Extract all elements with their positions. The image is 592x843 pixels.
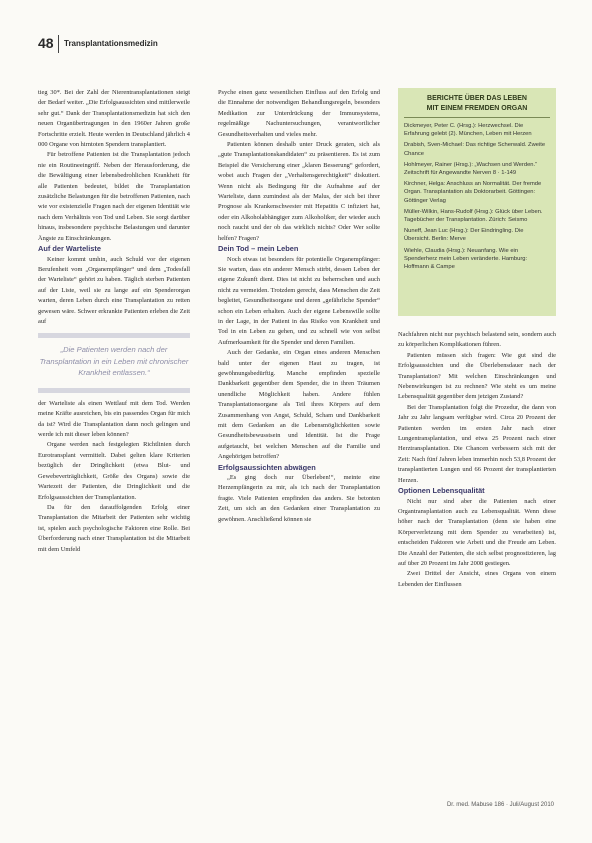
paragraph: „Es ging doch nur Überleben!“, meinte eine Herzempfängerin zu mir, als ich nach der Transplantation fragte. Viele Patienten empfinden das anders. Sie betonten Zeit, um sich an den Gedanken einer Transplantation zu gewöhnen. Anschließend können sie bbox=[218, 474, 380, 523]
paragraph: Noch etwas ist besonders für potentielle Organempfänger: Sie warten, dass ein anderer Mensch stirbt, dessen Leben der eigene Zukunft dient. Dies ist nicht zu beherrschen und auch nicht zu vermeiden. Trotzdem gerecht, dass Menschen die Zeit begleitet, Gesundheitsorgane und deren „gefährliche Spender“ schon ein Leben erhalten. Auch der eigene Lebenswille sollte in der Lage, in der Patient in das Risiko von Krankheit und Tod in ein Leben zu gehen, und zu schnell wie von selbst Aufmerksamkeit für die Spender und deren Familien. bbox=[218, 255, 380, 346]
column-1 bbox=[38, 88, 190, 788]
literature-item: Drabish, Sven-Michael: Das richtige Scherwald. Zweite Chance bbox=[404, 142, 546, 157]
paragraph: Da für den darauffolgenden Erfolg einer Transplantation die Mitarbeit der Patienten sehr wichtig ist, spielen auch psychologische Faktoren eine Rolle. Bei Überforderung nach einer Transplantation ist die Mitarbeit mit dem Umfeld bbox=[38, 503, 190, 553]
paragraph: Keiner kommt umhin, auch Schuld vor der eigenen Berufenheit vom „Organempfänger“ und dem „Todesfall der Warteliste“ gehört zu haben. Täglich sterben Patienten auf der Liste, weil sie zu lange auf ein Spenderorgan warten, deren Leben durch eine Transplantation zu retten gewesen wäre. Schwer erkrankte Patienten erleben die Zeit auf bbox=[38, 255, 190, 325]
paragraph: Bei der Transplantation folgt die Prozedur, die dann von Jahr zu Jahr langsam verfügbar wird. Circa 20 Prozent der Patienten werden im ersten Jahr nach einer Lungentransplantation, und etwa 25 Prozent nach einer Herztransplantation. Die Chancen verbessern sich mit der Zeit: Nach fünf Jahren leben immerhin noch 53,8 Prozent der transplantierten Lungen und 66 Prozent der transplantierten Herzen. bbox=[398, 403, 556, 484]
literature-item: Kirchner, Helga: Anschluss an Normalität. Der fremde Organ. Transplantation als Doktorarbeit. Göttingen: Göttinger Verlag bbox=[404, 181, 542, 204]
paragraph: Nachfahren nicht nur psychisch belastend sein, sondern auch zu körperlichen Komplikationen führen. bbox=[398, 331, 556, 349]
paragraph: Psyche einen ganz wesentlichen Einfluss auf den Erfolg und die Einnahme der notwendigen Behandlungsregeln, besonders Medikation zur Unterdrückung der Immunsystems, regelmäßige Nachuntersuchungen, verantwortlicher Gesundheitsverhalten und vieles mehr. bbox=[218, 89, 380, 138]
literature-item: Nuneff, Jean Luc (Hrsg.): Der Eindringling. Die Übersicht. Berlin: Merve bbox=[404, 228, 524, 243]
section-heading: Dein Tod – mein Leben bbox=[218, 244, 299, 254]
literature-box bbox=[398, 88, 556, 316]
page-number: 48 bbox=[38, 35, 54, 51]
literature-item: Hohlmeyer, Rainer (Hrsg.): „Wachsen und Werden.“ Zeitschrift für Angewandte Nerven 8 · 1-149 bbox=[404, 161, 538, 177]
paragraph: Zwei Drittel der Ansicht, eines Organs von einem Lebenden der Einflussen bbox=[398, 570, 556, 588]
paragraph: Für betroffene Patienten ist die Transplantation jedoch nie ein Routineeingriff. Neben der Herausforderung, die die Bewältigung einer lebensbedrohlichen Krankheit für alle Patienten bedeutet, bildet die Transplantation zusätzliche Belastungen für die betroffenen Patienten, nach wie vor existenzielle Fragen nach der eigenen Identität wie nach dem Verhältnis von Tod und Leben. Sie sorgt darüber hinaus, insbesondere psychische Belastungen und darunter Ängste zu Einschränkungen. bbox=[38, 151, 190, 242]
paragraph: Organe werden nach festgelegten Richtlinien durch Eurotransplant vermittelt. Dabei gelten klare Kriterien bezüglich der Dringlichkeit (etwa Blut- und Gewebeverträglichkeit, Größe des Organs) sowie die Wartezeit der Patienten, die Dringlichkeit und die Erfolgsaussichten der Transplantation. bbox=[38, 441, 190, 501]
paragraph: Auch der Gedanke, ein Organ eines anderen Menschen bald unter der eigenen Haut zu tragen, ist gewöhnungsbedürftig. Manche empfinden spezielle Dankbarkeit gegenüber dem Spender, die in ihren Träumen unendliche Möglichkeit haben. Andere fühlen Transplantationsorgane als Teil ihres Körpers auf dem Zusammenhang von Angst, Schuld, Scham und Dankbarkeit mit dem Gedanken an die Lebensmöglichkeiten sowie Gesundheitsbewusstsein und Identität. Ist die Frage aufgetaucht, bei welchen Menschen auf die Familie und Angehörigen betroffen? bbox=[218, 349, 380, 461]
section-heading: Optionen Lebensqualität bbox=[398, 486, 485, 496]
literature-item: Dickmeyer, Peter C. (Hrsg.): Herzwechsel. Die Erfahrung gelebt (2). München, Leben mit Herzen bbox=[404, 123, 532, 138]
literature-item: Müller-Wilkin, Hans-Rudolf (Hrsg.): Glück über Leben. Tagebücher der Transplantation. Zürich: Seismo bbox=[404, 208, 543, 224]
section-heading: Auf der Warteliste bbox=[38, 244, 101, 254]
paragraph: Patienten müssen sich fragen: Wie gut sind die Erfolgsaussichten und die Überlebensdauer nach der Transplantation? Mit welchen Einschränkungen und Nebenwirkungen ist zu rechnen? Wie steht es um meine Lebensqualität gegenüber dem jetzigen Zustand? bbox=[398, 351, 556, 401]
header-divider bbox=[58, 35, 59, 53]
paragraph: tieg 30*. Bei der Zahl der Nierentransplantationen steigt der Bedarf weiter. „Die Erfolgsaussichten sind mittlerweile sehr gut.“ Dank der Transplantationsmedizin hat sich den neuen Organübertragungen in den 1960er Jahren große Fortschritte erzielt. Heute werden in Deutschland jährlich 4 000 Organe von hirntoten Spendern transplantiert. bbox=[38, 89, 190, 149]
column-3 bbox=[398, 330, 556, 796]
literature-item: Wiehle, Claudia (Hrsg.): Neuanfang. Wie ein Spenderherz mein Leben veränderte. Hamburg: Hoffmann & Campe bbox=[404, 247, 528, 271]
paragraph: der Warteliste als einen Wettlauf mit dem Tod. Werden meine Kräfte ausreichen, bis ein passendes Organ für mich da ist? Wird die Transplantation dann noch gelingen und werde ich mit dieser leben können? bbox=[38, 399, 190, 439]
page-footer: Dr. med. Mabuse 186 · Juli/August 2010 bbox=[446, 802, 554, 808]
pull-quote: „Die Patienten werden nach der Transplantation in ein Leben mit chronischer Krankheit entlassen.“ bbox=[38, 333, 190, 393]
literature-box-title-line: MIT EINEM FREMDEN ORGAN bbox=[426, 105, 528, 112]
literature-box-title-line: BERICHTE ÜBER DAS LEBEN bbox=[427, 95, 527, 102]
section-heading: Erfolgsaussichten abwägen bbox=[218, 462, 316, 472]
literature-box-title bbox=[404, 94, 550, 118]
section-title: Transplantationsmedizin bbox=[64, 39, 158, 48]
column-2 bbox=[218, 88, 380, 788]
paragraph: Patienten können deshalb unter Druck geraten, sich als „gute Transplantationskandidaten“ zu präsentieren. Es ist zum Beispiel die Versicherung einer „klaren Besserung“ gefordert, wobei auch Fragen der „Verhaltensgerechtigkeit“ diskutiert. Wenn nicht als Bedingung für die Aufnahme auf der Warteliste, dann zumindest als der Malus, der sich bei ihrer Prognose als Krankenschwester mit Hepatitis C infiziert hat, oder ein Alkoholabhängiger zum Alkoholiker, der wieder auch noch raucht und der ob das wirklich nichts? Oder Wer sollte helfen? Fragen? bbox=[218, 141, 380, 242]
paragraph: Nicht nur sind aber die Patienten nach einer Organtransplantation auch zu Lebensqualität. Wenn diese höher nach der Transplantation (denn sie haben eine Körperverletzung mit dem Spender zu verarbeiten) ist, entscheiden Faktoren wie Arbeit und die Freude am Leben. Die Anzahl der Patienten, die sich selbst prognostizieren, lag auf über 20 Prozent im Jahr 2008 gestiegen. bbox=[398, 497, 556, 567]
